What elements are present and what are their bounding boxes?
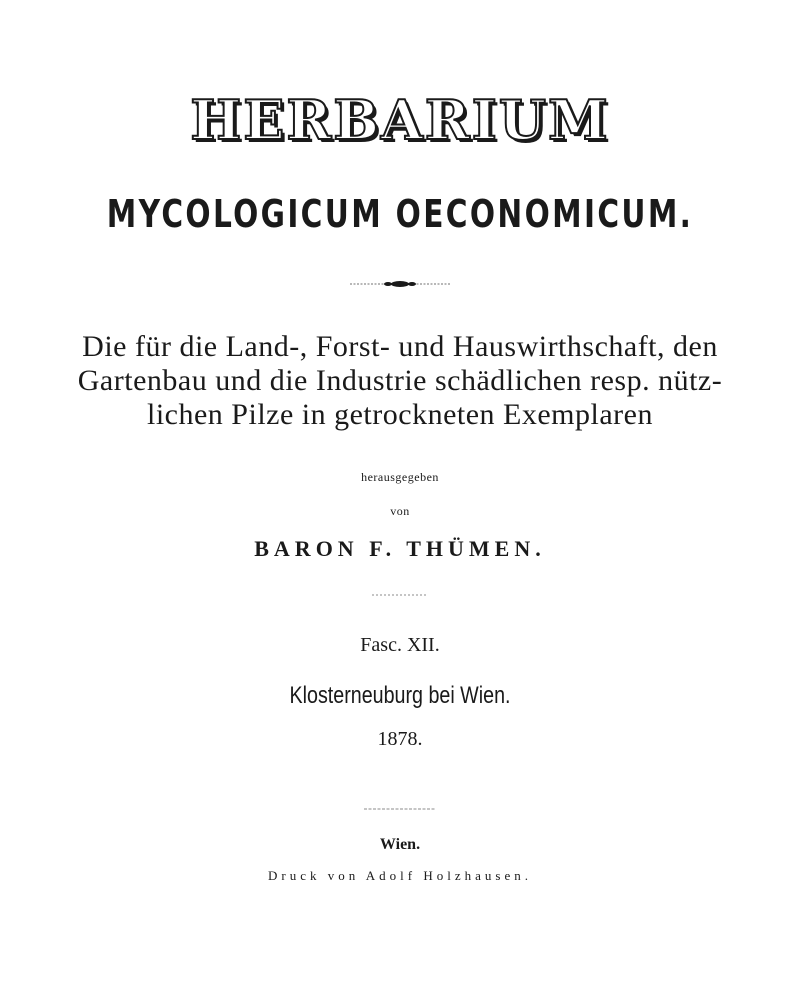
description-line-1: Die für die Land-, Forst- und Hauswirthschaft, den (82, 330, 718, 363)
description-line-2: Gartenbau und die Industrie schädlichen resp. nütz- (77, 364, 723, 397)
author-name: BARON F. THÜMEN. (254, 536, 546, 561)
publication-place: Klosterneuburg bei Wien. (289, 682, 511, 709)
by-label: von (390, 504, 410, 518)
imprint-city: Wien. (379, 836, 421, 853)
description-line-3: lichen Pilze in getrockneten Exemplaren (147, 398, 653, 431)
bottom-divider (350, 805, 450, 813)
small-divider (350, 591, 450, 599)
edited-by-label: herausgegeben (361, 470, 439, 484)
fascicle-number: Fasc. XII. (360, 634, 440, 656)
ornament-divider (350, 280, 450, 288)
publication-year: 1878. (377, 728, 423, 750)
page-title: HERBARIUM (190, 88, 610, 152)
imprint-printer: Druck von Adolf Holzhausen. (268, 868, 532, 883)
page-subtitle: MYCOLOGICUM OECONOMICUM. (106, 192, 694, 236)
